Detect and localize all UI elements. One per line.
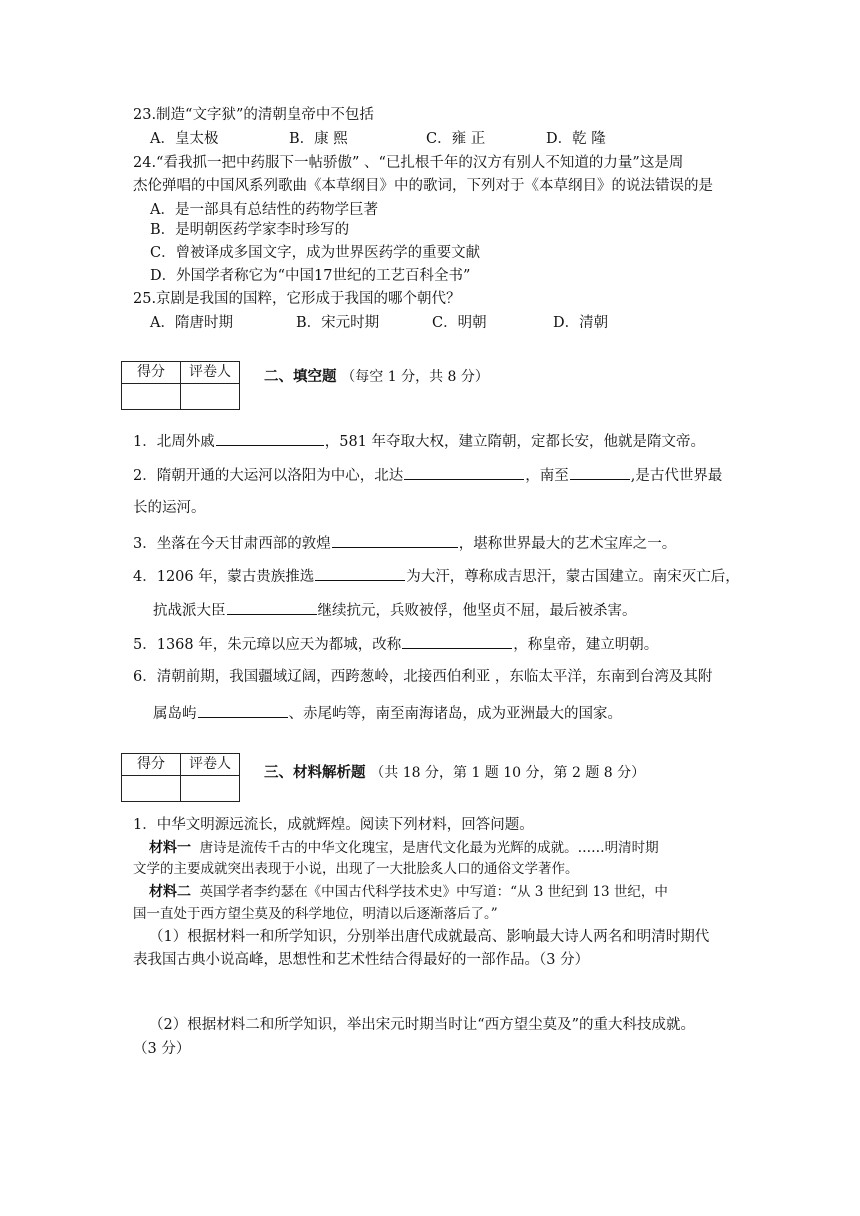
material-1-line2: 文学的主要成就突出表现于小说，出现了一大批脍炙人口的通俗文学著作。 xyxy=(133,861,579,877)
q24-option-c: C．曾被译成多国文字，成为世界医药学的重要文献 xyxy=(150,245,481,261)
q24-option-d: D．外国学者称它为“中国17世纪的工艺百科全书” xyxy=(150,268,471,284)
score-header: 得分 xyxy=(122,754,181,776)
material-1-line1: 材料一 唐诗是流传千古的中华文化瑰宝，是唐代文化最为光辉的成就。……明清时期 xyxy=(149,840,659,856)
q23-option-a: A．皇太极 xyxy=(150,131,219,147)
fill-q5: 5．1368 年，朱元璋以应天为都城，改称 ，称皇帝，建立明朝。 xyxy=(133,634,658,655)
q25-option-c: C．明朝 xyxy=(432,315,487,331)
score-cell[interactable] xyxy=(122,384,181,410)
analysis-q2-line2: （3 分） xyxy=(133,1041,191,1057)
fill-blank-4b[interactable] xyxy=(227,600,317,615)
q25-option-a: A．隋唐时期 xyxy=(150,315,233,331)
q25-option-d: D．清朝 xyxy=(553,315,609,331)
analysis-q1-line1: （1）根据材料一和所学知识，分别举出唐代成就最高、影响最大诗人两名和明清时期代 xyxy=(149,929,710,945)
fill-q2-line2: 长的运河。 xyxy=(133,500,206,516)
section2-score-table xyxy=(121,361,240,410)
section2-heading: 二、填空题 xyxy=(264,369,337,385)
section2-title xyxy=(264,367,489,387)
q24-stem-line1: 24.“看我抓一把中药服下一帖骄傲” 、“已扎根千年的汉方有别人不知道的力量”这是周 xyxy=(133,155,684,171)
grader-cell[interactable] xyxy=(181,776,240,802)
grader-header: 评卷人 xyxy=(181,754,240,776)
section3-heading: 三、材料解析题 xyxy=(264,765,366,781)
q23-option-b: B．康 熙 xyxy=(289,131,348,147)
section3-title xyxy=(264,763,645,783)
fill-blank-4a[interactable] xyxy=(315,566,405,581)
material-2-line2: 国一直处于西方望尘莫及的科学地位，明清以后逐渐落后了。” xyxy=(133,906,498,922)
material-2-line1: 材料二 英国学者李约瑟在《中国古代科学技术史》中写道：“从 3 世纪到 13 世纪，中 xyxy=(149,884,668,900)
q24-stem-line2: 杰伦弹唱的中国风系列歌曲《本草纲目》中的歌词，下列对于《本草纲目》的说法错误的是 xyxy=(133,178,713,194)
fill-blank-1[interactable] xyxy=(216,431,324,446)
score-header: 得分 xyxy=(122,362,181,384)
fill-q1: 1．北周外戚 ，581 年夺取大权，建立隋朝，定都长安，他就是隋文帝。 xyxy=(133,431,705,452)
fill-q3: 3．坐落在今天甘肃西部的敦煌 ，堪称世界最大的艺术宝库之一。 xyxy=(133,533,676,554)
fill-q4-line2: 抗战派大臣 继续抗元，兵败被俘，他坚贞不屈，最后被杀害。 xyxy=(153,600,637,621)
section3-score-table xyxy=(121,753,240,802)
grader-header: 评卷人 xyxy=(181,362,240,384)
fill-blank-3[interactable] xyxy=(332,533,458,548)
analysis-intro: 1．中华文明源远流长，成就辉煌。阅读下列材料，回答问题。 xyxy=(133,817,534,833)
fill-q2-line1: 2．隋朝开通的大运河以洛阳为中心，北达 ，南至 ,是古代世界最 xyxy=(133,465,722,486)
fill-blank-5[interactable] xyxy=(402,634,512,649)
q25-stem: 25.京剧是我国的国粹，它形成于我国的哪个朝代？ xyxy=(133,291,461,307)
fill-blank-2b[interactable] xyxy=(570,465,630,480)
analysis-q2-line1: （2）根据材料二和所学知识，举出宋元时期当时让“西方望尘莫及”的重大科技成就。 xyxy=(149,1017,696,1033)
q25-option-b: B．宋元时期 xyxy=(296,315,380,331)
fill-blank-6[interactable] xyxy=(198,703,288,718)
fill-q6-line1: 6．清朝前期，我国疆域辽阔，西跨葱岭，北接西伯利亚 ，东临太平洋，东南到台湾及其附 xyxy=(133,669,713,685)
fill-q6-line2: 属岛屿 、赤尾屿等，南至南海诸岛，成为亚洲最大的国家。 xyxy=(153,703,622,724)
fill-blank-2a[interactable] xyxy=(404,465,524,480)
section2-note: （每空 1 分，共 8 分） xyxy=(341,369,489,385)
q23-option-c: C．雍 正 xyxy=(426,131,486,147)
q24-option-a: A．是一部具有总结性的药物学巨著 xyxy=(150,202,378,218)
q23-stem: 23.制造“文字狱”的清朝皇帝中不包括 xyxy=(133,107,374,123)
analysis-q1-line2: 表我国古典小说高峰，思想性和艺术性结合得最好的一部作品。（3 分） xyxy=(133,952,590,968)
material-2-label: 材料二 xyxy=(149,884,191,900)
q24-option-b: B．是明朝医药学家李时珍写的 xyxy=(150,222,350,238)
q23-option-d: D．乾 隆 xyxy=(546,131,606,147)
material-1-label: 材料一 xyxy=(149,840,191,856)
score-cell[interactable] xyxy=(122,776,181,802)
grader-cell[interactable] xyxy=(181,384,240,410)
section3-note: （共 18 分，第 1 题 10 分，第 2 题 8 分） xyxy=(370,765,646,781)
fill-q4-line1: 4．1206 年，蒙古贵族推选 为大汗，尊称成吉思汗，蒙古国建立。南宋灭亡后， xyxy=(133,566,740,587)
